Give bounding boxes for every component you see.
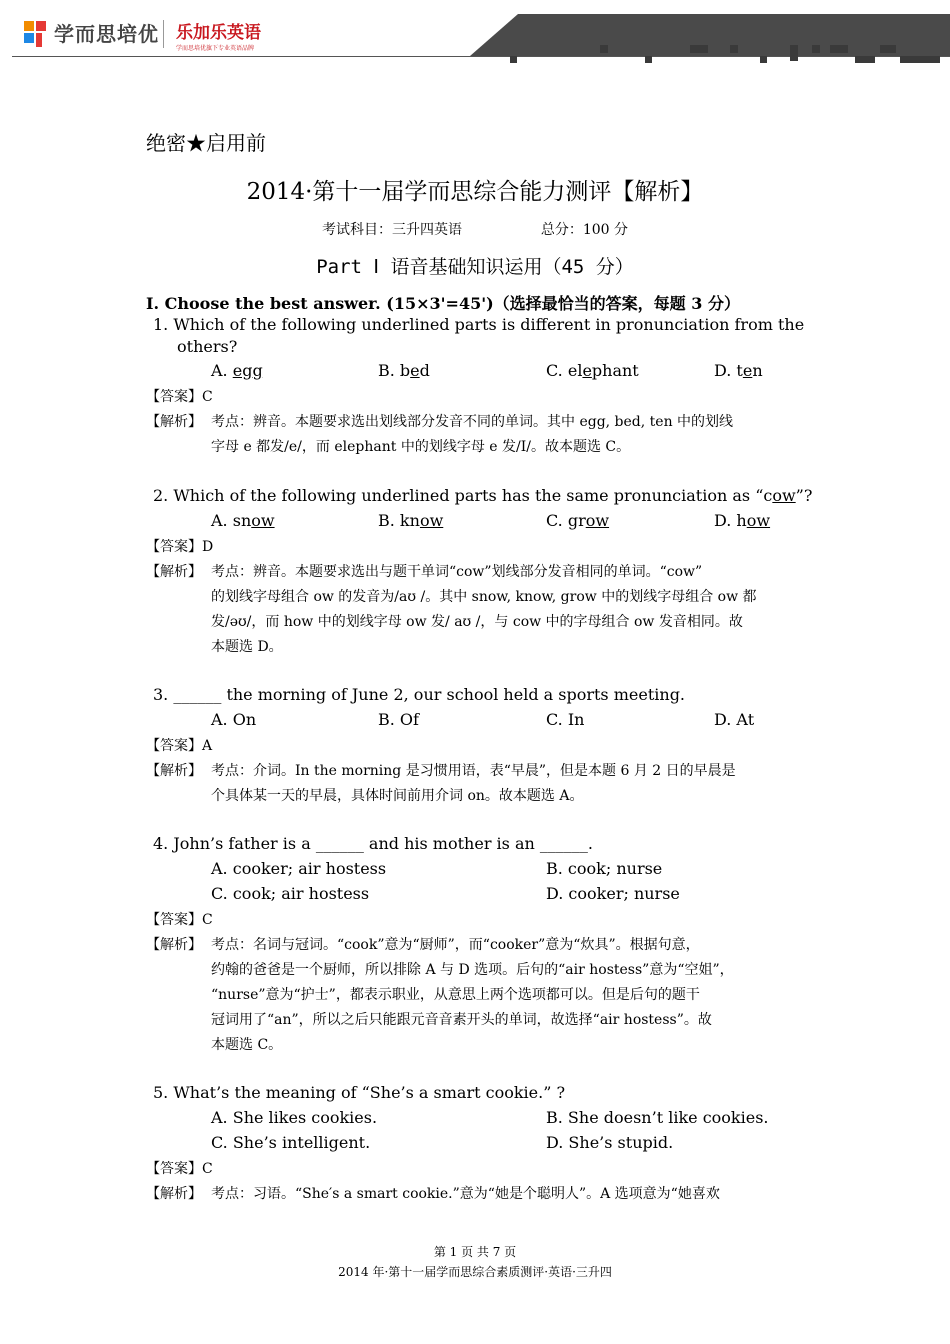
q4-option-b: B. cook; nurse [546,859,663,878]
q4-option-a: A. cooker; air hostess [211,859,387,878]
page-title: 2014·第十一届学而思综合能力测评【解析】 [246,179,704,205]
q4-analysis-label: 【解析】 [146,937,202,953]
q5-option-b: B. She doesn’t like cookies. [546,1108,769,1127]
header-rule [12,56,950,57]
q5-stem: 5. What’s the meaning of “She’s a smart cookie.” ? [153,1083,566,1102]
decor-square [645,56,652,63]
decor-square [690,45,708,53]
decor-square [812,45,820,53]
confidential-label: 绝密★启用前 [146,131,266,155]
xueersi-logo-text: 学而思培优 [54,22,159,46]
q4-analysis-line: 考点：名词与冠词。“cook”意为“厨师”，而“cooker”意为“炊具”。根据句意， [211,937,700,953]
q1-answer: 【答案】C [146,389,213,405]
q4-option-d: D. cooker; nurse [546,884,680,903]
header-decor-band [470,14,950,56]
q1-option-b: B. bed [378,361,430,380]
q3-option-b: B. Of [378,710,419,729]
footer-title: 2014 年·第十一届学而思综合素质测评·英语·三升四 [338,1265,612,1279]
q2-option-c: C. grow [546,511,610,530]
q4-analysis-line: “nurse”意为“护士”，都表示职业，从意思上两个选项都可以。但是后句的题干 [211,987,700,1003]
q2-answer: 【答案】D [146,539,214,555]
q5-analysis-line: 考点：习语。“She′s a smart cookie.”意为“她是个聪明人”。A 选项意为“她喜欢 [211,1186,720,1202]
decor-square [730,45,738,53]
q1-option-a: A. egg [211,361,263,380]
q5-option-d: D. She’s stupid. [546,1133,674,1152]
q2-analysis-label: 【解析】 [146,564,202,580]
xueersi-logo-icon [24,19,48,47]
decor-square [760,56,767,63]
q3-analysis-line: 个具体某一天的早晨，具体时间前用介词 on。故本题选 A。 [211,788,584,804]
q1-option-c: C. elephant [546,361,639,380]
q5-analysis-label: 【解析】 [146,1186,202,1202]
logo-separator [163,20,164,48]
q2-analysis-line: 的划线字母组合 ow 的发音为/aʊ /。其中 snow, know, grow 中的划线字母组合 ow 都 [211,589,757,605]
q3-option-c: C. In [546,710,585,729]
q4-analysis-line: 本题选 C。 [211,1037,283,1053]
q4-analysis-line: 约翰的爸爸是一个厨师，所以排除 A 与 D 选项。后句的“air hostess”意为“空姐”， [211,962,734,978]
q3-analysis-line: 考点：介词。In the morning 是习惯用语，表“早晨”，但是本题 6 月 2 日的早晨是 [211,763,736,779]
q1-analysis-line: 字母 e 都发/e/，而 elephant 中的划线字母 e 发/I/。故本题选 C。 [211,439,631,455]
decor-square [830,45,848,53]
q4-stem: 4. John’s father is a ______ and his mother is an ______. [153,834,593,853]
decor-square [855,56,875,63]
q2-analysis-line: 本题选 D。 [211,639,283,655]
q2-analysis-line: 发/əʊ/，而 how 中的划线字母 ow 发/ aʊ /，与 cow 中的字母组合 ow 发音相同。故 [211,614,743,630]
q2-option-a: A. snow [211,511,275,530]
xueersi-logo [24,18,159,47]
q4-option-c: C. cook; air hostess [211,884,370,903]
decor-square [510,56,517,63]
q4-analysis-line: 冠词用了“an”，所以之后只能跟元音音素开头的单词，故选择“air hostess”。故 [211,1012,712,1028]
q1-analysis-line: 考点：辨音。本题要求选出划线部分发音不同的单词。其中 egg, bed, ten 中的划线 [211,414,734,430]
q3-stem: 3. ______ the morning of June 2, our school held a sports meeting. [153,685,686,704]
decor-square [790,45,798,61]
part-heading: Part Ⅰ 语音基础知识运用（45 分） [316,256,634,278]
exam-info [0,219,950,239]
q3-option-d: D. At [714,710,755,729]
exam-total: 总分：100 分 [540,222,629,238]
q1-analysis-label: 【解析】 [146,414,202,430]
q2-analysis-line: 考点：辨音。本题要求选出与题干单词“cow”划线部分发音相同的单词。“cow” [211,564,703,580]
section-heading: Ⅰ. Choose the best answer. (15×3'=45')（选择最恰当的答案，每题 3 分） [146,294,740,313]
q1-stem: 1. Which of the following underlined parts is different in pronunciation from the [153,315,805,334]
q4-answer: 【答案】C [146,912,213,928]
q2-option-b: B. know [378,511,444,530]
q3-answer: 【答案】A [146,738,213,754]
page-number: 第 1 页 共 7 页 [433,1245,517,1259]
q1-stem-cont: others? [177,337,238,356]
q3-analysis-label: 【解析】 [146,763,202,779]
exam-subject: 考试科目：三升四英语 [321,222,462,238]
decor-square [880,45,896,53]
decor-square [900,56,940,63]
q2-stem: 2. Which of the following underlined parts has the same pronunciation as “cow”? [153,486,813,505]
q1-option-d: D. ten [714,361,763,380]
q5-option-a: A. She likes cookies. [211,1108,378,1127]
q2-option-d: D. how [714,511,771,530]
q5-option-c: C. She’s intelligent. [211,1133,371,1152]
lejiale-logo [176,18,261,52]
lejiale-logo-text: 乐加乐英语 [176,23,261,43]
q3-option-a: A. On [211,710,257,729]
q5-answer: 【答案】C [146,1161,213,1177]
lejiale-logo-slogan: 学而思培优旗下专业英语品牌 [176,45,255,52]
decor-square [600,45,608,53]
